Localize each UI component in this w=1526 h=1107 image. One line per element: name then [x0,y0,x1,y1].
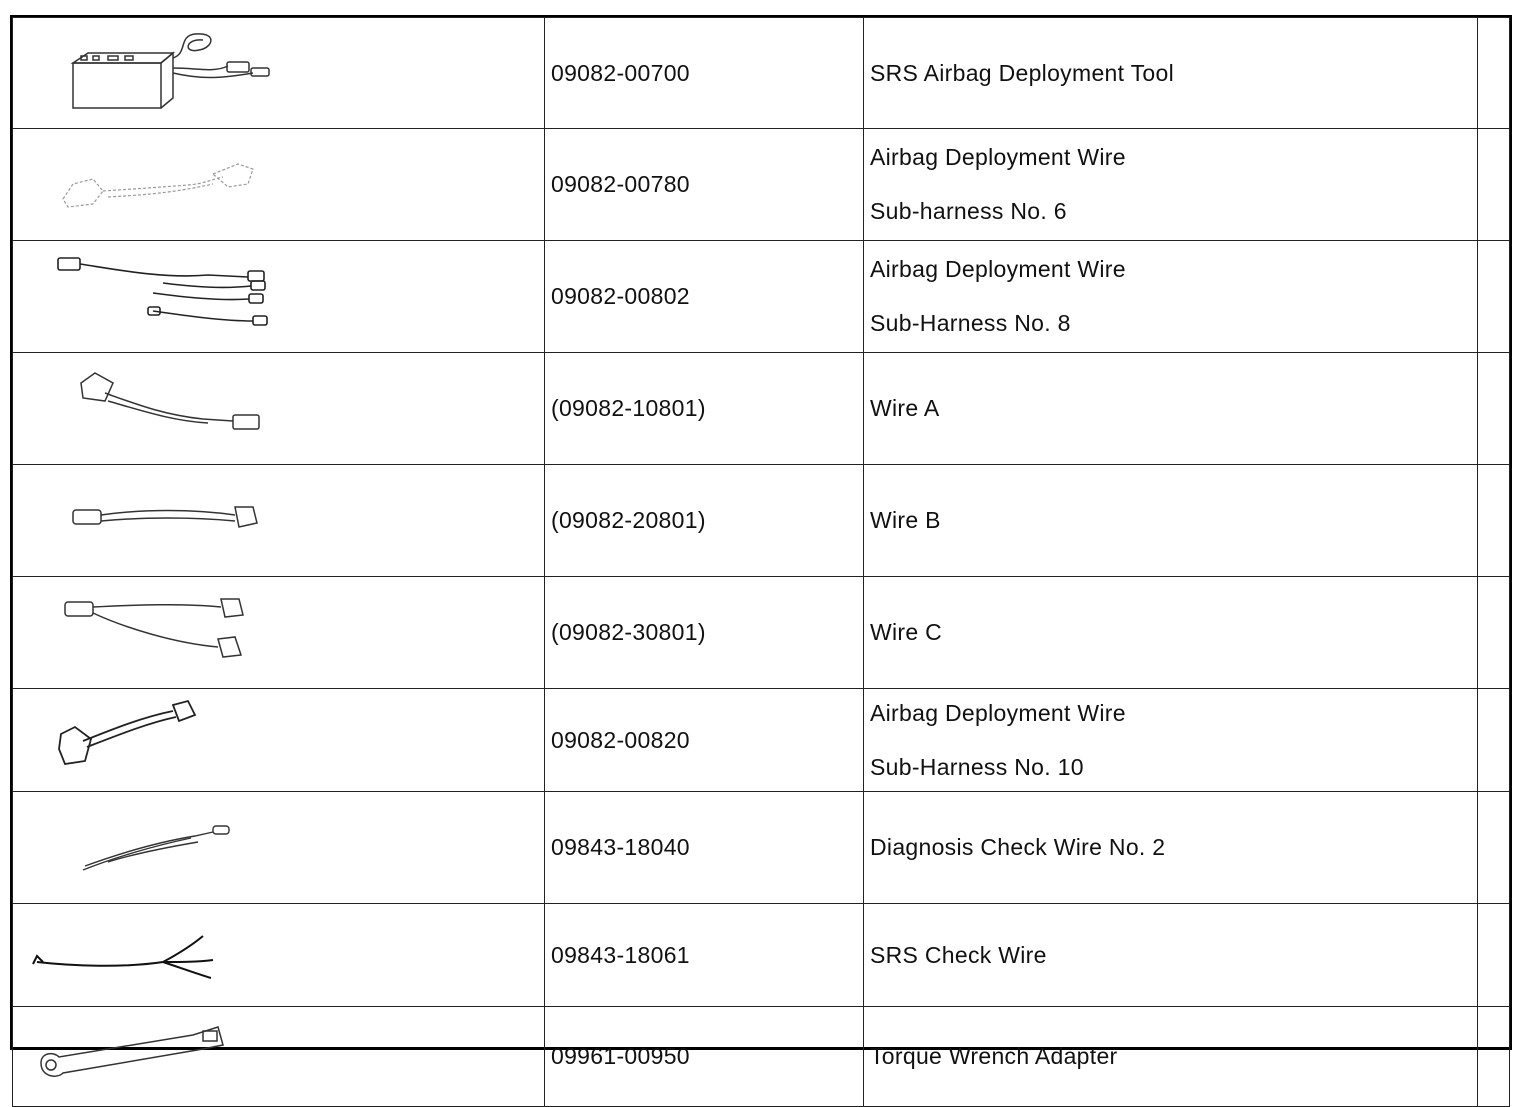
tool-illustration [13,577,545,689]
tool-name [864,353,1478,465]
sub-harness-10-icon [13,689,545,786]
part-number: 09082-00802 [545,241,864,353]
table-row [13,689,1510,792]
tool-name [864,129,1478,241]
tool-name-line: Sub-harness No. 6 [870,198,1067,224]
tool-illustration [13,1007,545,1107]
tool-name-line: SRS Check Wire [870,941,1047,968]
tool-name-line: Sub-Harness No. 10 [870,753,1084,780]
sub-harness-6-icon [13,129,545,235]
part-number: 09082-00700 [545,18,864,129]
note-cell [1478,689,1510,792]
tool-name [864,577,1478,689]
tool-illustration [13,129,545,241]
part-number: 09082-00820 [545,689,864,792]
part-number: (09082-10801) [545,353,864,465]
part-number: 09843-18040 [545,792,864,904]
table-row [13,129,1510,241]
tool-name-line: Wire A [870,395,940,421]
note-cell [1478,904,1510,1007]
torque-wrench-adapter-icon [13,1007,545,1101]
tool-name-line: Airbag Deployment Wire [870,699,1126,726]
sub-harness-8-icon [13,241,545,347]
tool-name-line: Airbag Deployment Wire [870,256,1126,282]
note-cell [1478,18,1510,129]
part-number: 09082-00780 [545,129,864,241]
srs-check-wire-icon [13,904,545,1001]
wire-b-icon [13,465,545,571]
tool-name-line: Sub-Harness No. 8 [870,310,1071,336]
part-number: (09082-30801) [545,577,864,689]
table-row [13,577,1510,689]
wire-a-icon [13,353,545,459]
tool-name [864,792,1478,904]
tool-name-line: Airbag Deployment Wire [870,144,1126,170]
tool-name-line: Wire B [870,507,941,533]
table-row [13,1007,1510,1107]
tool-illustration [13,465,545,577]
part-number: 09961-00950 [545,1007,864,1107]
service-tools-table [12,17,1510,1107]
tool-name [864,241,1478,353]
tool-illustration [13,18,545,129]
table-row [13,241,1510,353]
table-row [13,18,1510,129]
table-row [13,465,1510,577]
tool-illustration [13,353,545,465]
tool-name-line: Wire C [870,619,943,645]
diagnosis-check-wire-icon [13,792,545,898]
table-row [13,792,1510,904]
tool-name-line: Torque Wrench Adapter [870,1043,1118,1069]
deployment-tool-box-icon [13,18,545,123]
table-row [13,904,1510,1007]
note-cell [1478,465,1510,577]
tool-illustration [13,904,545,1007]
note-cell [1478,577,1510,689]
tool-name [864,1007,1478,1107]
table-row [13,353,1510,465]
part-number: 09843-18061 [545,904,864,1007]
tool-name [864,465,1478,577]
tool-name [864,904,1478,1007]
note-cell [1478,241,1510,353]
wire-c-icon [13,577,545,683]
note-cell [1478,129,1510,241]
tool-illustration [13,792,545,904]
tool-name [864,689,1478,792]
note-cell [1478,353,1510,465]
part-number: (09082-20801) [545,465,864,577]
note-cell [1478,1007,1510,1107]
tool-illustration [13,689,545,792]
tool-name [864,18,1478,129]
tool-name-line: SRS Airbag Deployment Tool [870,59,1174,86]
tool-name-line: Diagnosis Check Wire No. 2 [870,834,1166,860]
note-cell [1478,792,1510,904]
tool-illustration [13,241,545,353]
